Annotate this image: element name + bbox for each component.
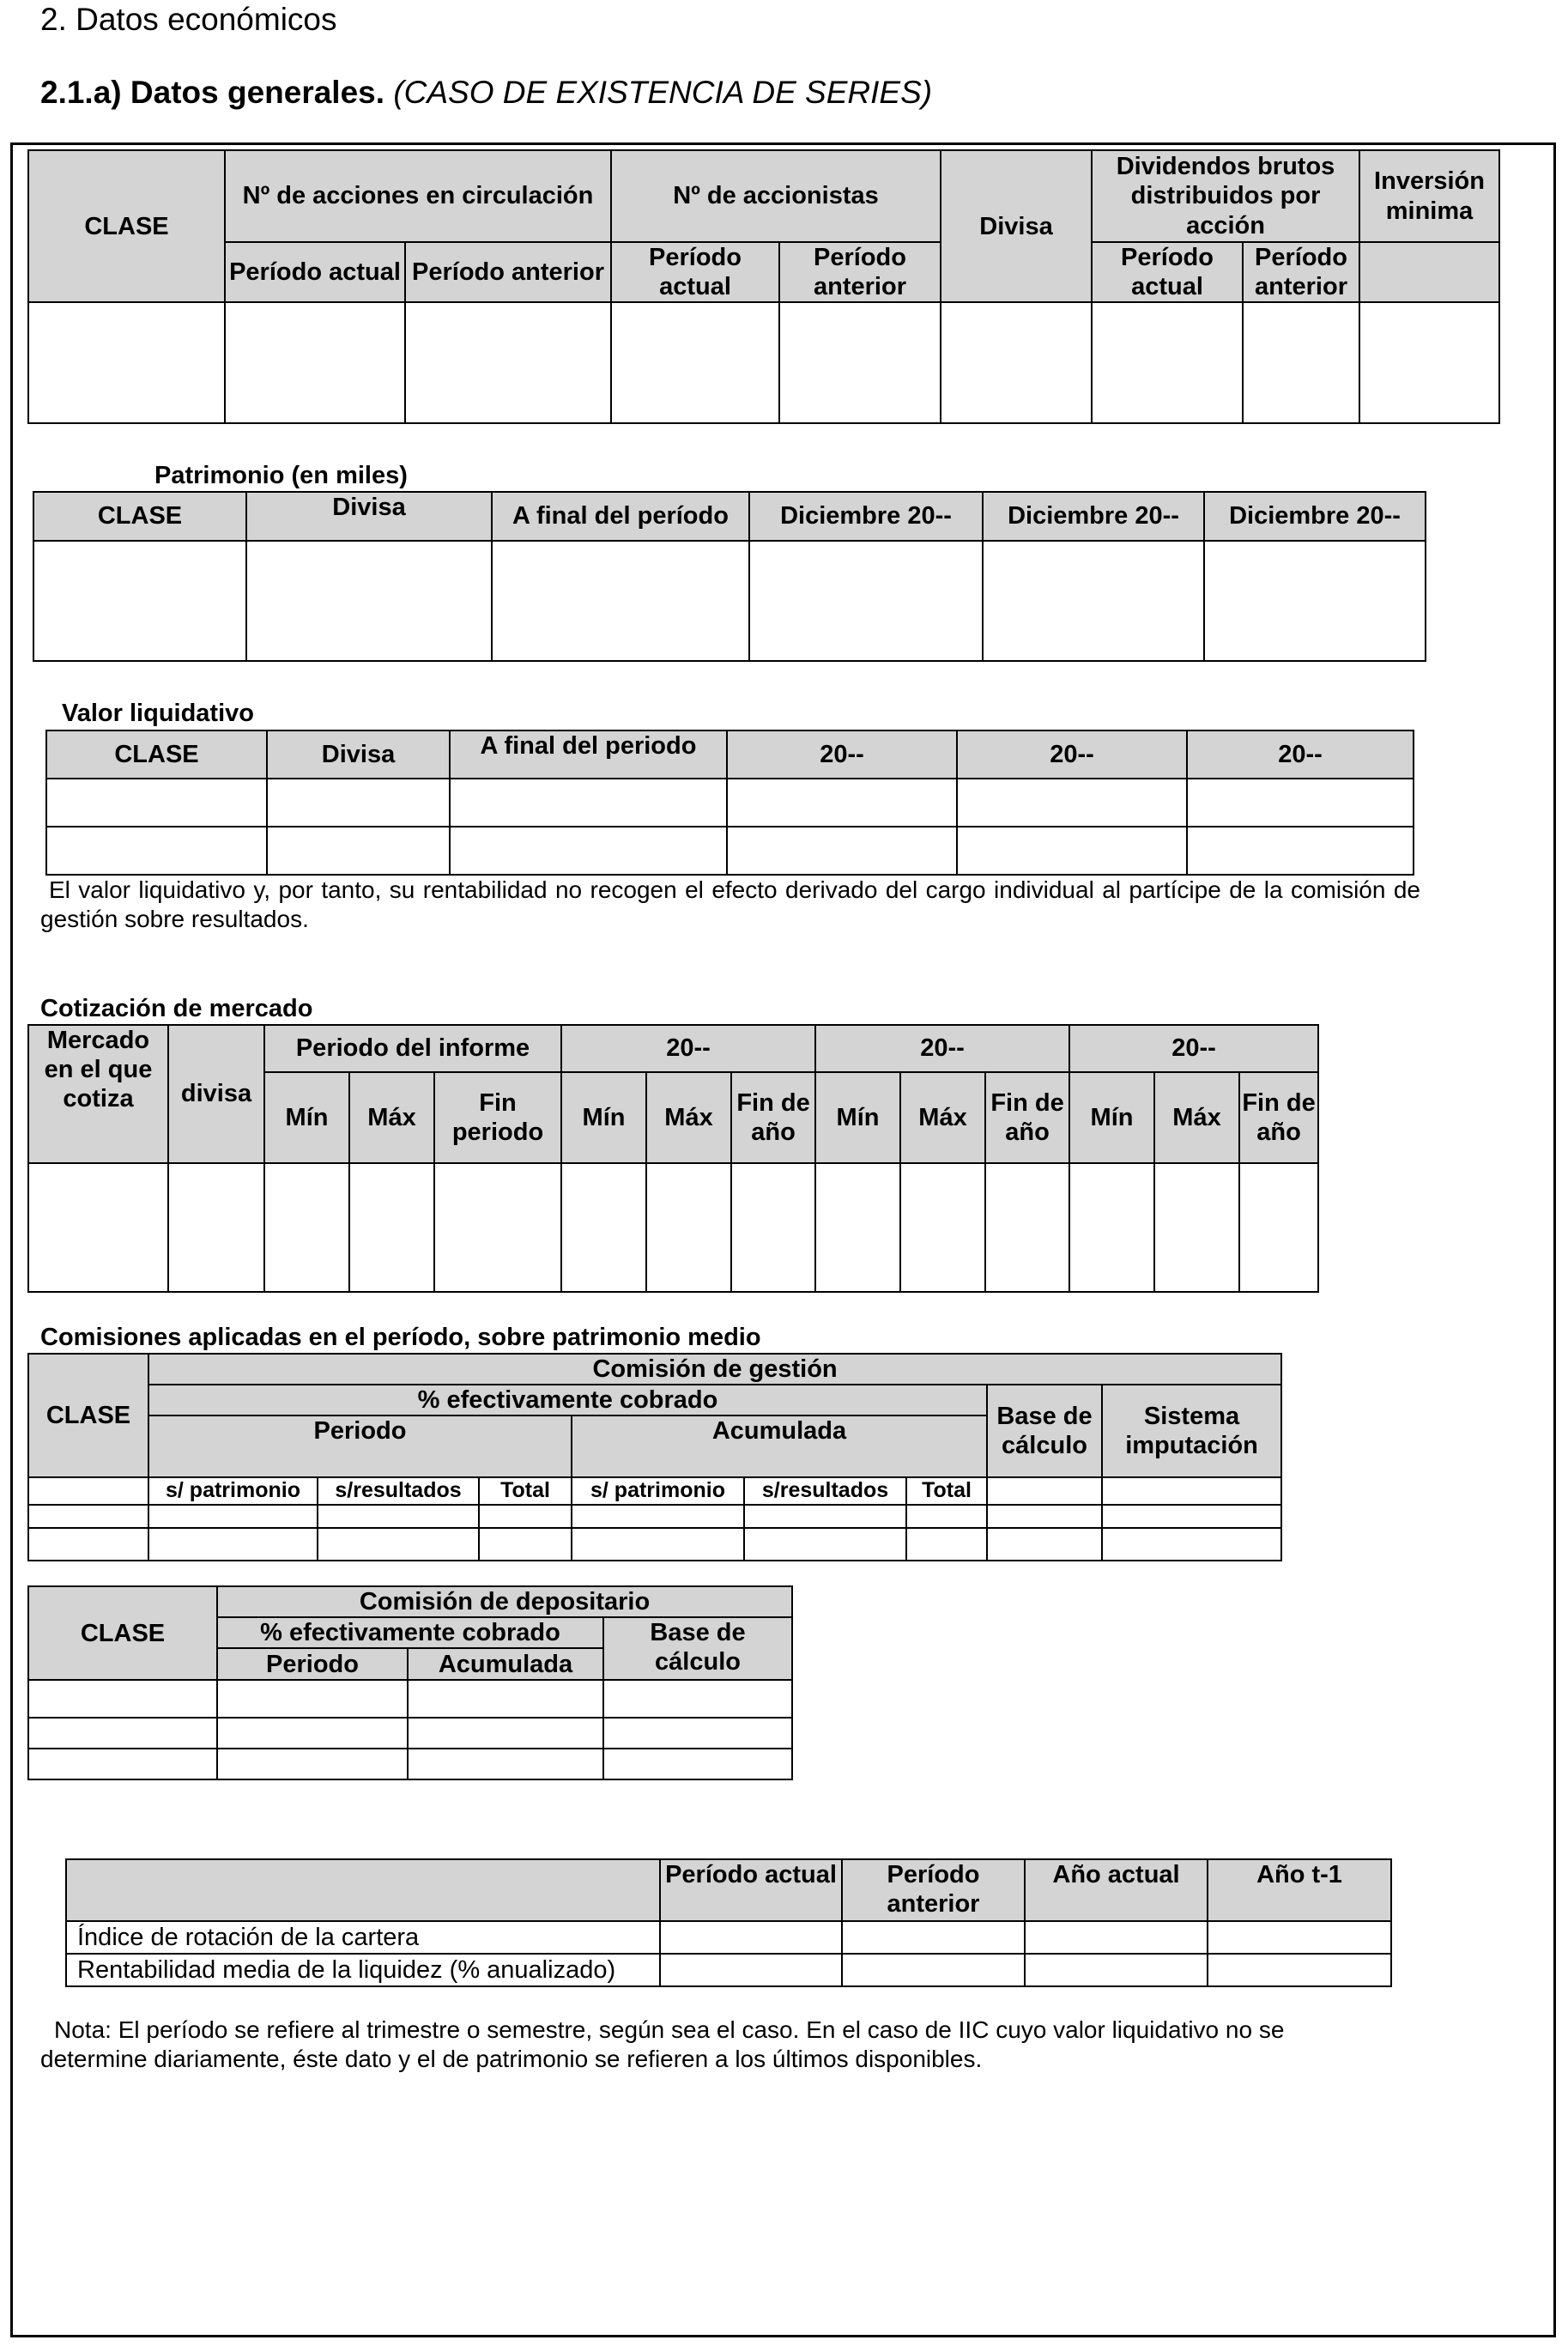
th-empty (66, 1859, 660, 1921)
th-clase: CLASE (28, 1586, 217, 1680)
table-row (28, 1528, 1281, 1561)
indices-table (65, 1858, 1392, 1987)
th-acumulada: Acumulada (572, 1415, 987, 1477)
table-row (66, 1921, 1391, 1954)
table-row (28, 1505, 1281, 1528)
valor-title: Valor liquidativo (62, 700, 254, 727)
th-year: 20-- (561, 1025, 815, 1072)
th-min: Mín (561, 1072, 646, 1163)
th-periodo-informe: Periodo del informe (264, 1025, 561, 1072)
th-base-calculo: Base de cálculo (603, 1617, 792, 1680)
comisiones-table (27, 1353, 1282, 1561)
th-periodo-actual: Período actual (611, 242, 779, 302)
section-title: 2. Datos económicos (40, 2, 337, 37)
th-fin-ano: Fin de año (731, 1072, 815, 1163)
th-sistema-imputacion: Sistema imputación (1102, 1385, 1281, 1477)
table-row (28, 1749, 792, 1779)
table-row (28, 1680, 792, 1718)
subsection-title-italic: (CASO DE EXISTENCIA DE SERIES) (393, 75, 933, 110)
th-year: 20-- (727, 730, 957, 779)
table-row (28, 1163, 1318, 1292)
table-row (28, 302, 1499, 423)
th-inversion: Inversión minima (1359, 150, 1499, 242)
patrimonio-table (33, 491, 1426, 662)
th-diciembre: Diciembre 20-- (1204, 492, 1426, 541)
th-max: Máx (1154, 1072, 1239, 1163)
th-comision-depositario: Comisión de depositario (217, 1586, 792, 1617)
th-diciembre: Diciembre 20-- (983, 492, 1204, 541)
th-clase: CLASE (28, 1354, 148, 1477)
subsection-title-bold: 2.1.a) Datos generales. (40, 75, 385, 110)
th-s-resultados: s/resultados (318, 1477, 479, 1505)
th-max: Máx (349, 1072, 434, 1163)
th-acumulada: Acumulada (408, 1648, 603, 1680)
cotizacion-title: Cotización de mercado (40, 995, 313, 1022)
th-mercado: Mercado en el que cotiza (28, 1025, 168, 1163)
th-divisa: Divisa (267, 730, 450, 779)
valor-table (45, 730, 1414, 876)
table-row (46, 779, 1414, 827)
th-periodo-actual: Período actual (1092, 242, 1243, 302)
th-efectivamente-cobrado: % efectivamente cobrado (217, 1617, 603, 1648)
th-ano-t1: Año t-1 (1208, 1859, 1391, 1921)
th-total: Total (479, 1477, 572, 1505)
th-empty (1359, 242, 1499, 302)
th-year: 20-- (1187, 730, 1414, 779)
th-final-periodo: A final del período (492, 492, 749, 541)
nota-text: Nota: El período se refiere al trimestre o semestre, según sea el caso. En el caso de IIC cuyo valor liquidativo no se determine diariamente, éste dato y el de patrimonio se refieren a los últimos disponibles. (40, 2016, 1285, 2073)
th-periodo: Periodo (148, 1415, 572, 1477)
th-periodo-anterior: Período anterior (1243, 242, 1359, 302)
th-efectivamente-cobrado: % efectivamente cobrado (148, 1385, 987, 1415)
th-clase: CLASE (46, 730, 267, 779)
th-year: 20-- (1069, 1025, 1318, 1072)
valor-note: El valor liquidativo y, por tanto, su rentabilidad no recogen el efecto derivado del cargo individual al partícipe de la comisión de gestión sobre resultados. (40, 876, 1420, 933)
th-fin-ano: Fin de año (1239, 1072, 1318, 1163)
th-comision-gestion: Comisión de gestión (148, 1354, 1281, 1385)
th-periodo-anterior: Período anterior (842, 1859, 1025, 1921)
th-acciones: Nº de acciones en circulación (225, 150, 611, 242)
th-diciembre: Diciembre 20-- (749, 492, 983, 541)
th-total: Total (906, 1477, 987, 1505)
th-periodo: Periodo (217, 1648, 408, 1680)
th-fin-ano: Fin de año (985, 1072, 1069, 1163)
patrimonio-title: Patrimonio (en miles) (154, 462, 408, 489)
th-final-periodo: A final del periodo (450, 730, 727, 779)
table-row (46, 827, 1414, 875)
th-ano-actual: Año actual (1025, 1859, 1208, 1921)
th-clase: CLASE (33, 492, 246, 541)
depositario-table (27, 1585, 793, 1780)
row-label-rentabilidad: Rentabilidad media de la liquidez (% anualizado) (66, 1954, 660, 1986)
cotizacion-table (27, 1024, 1319, 1293)
th-dividendos: Dividendos brutos distribuidos por acción (1092, 150, 1359, 242)
th-min: Mín (1069, 1072, 1154, 1163)
th-divisa: Divisa (941, 150, 1092, 302)
th-fin-periodo: Fin periodo (434, 1072, 561, 1163)
th-max: Máx (900, 1072, 985, 1163)
th-year: 20-- (815, 1025, 1069, 1072)
th-divisa: divisa (168, 1025, 264, 1163)
th-periodo-actual: Período actual (225, 242, 405, 302)
th-periodo-anterior: Período anterior (405, 242, 611, 302)
th-s-patrimonio: s/ patrimonio (148, 1477, 318, 1505)
th-min: Mín (264, 1072, 349, 1163)
table-row (66, 1954, 1391, 1986)
row-label-rotacion: Índice de rotación de la cartera (66, 1921, 660, 1954)
th-periodo-anterior: Período anterior (779, 242, 941, 302)
th-divisa: Divisa (246, 492, 492, 541)
th-accionistas: Nº de accionistas (611, 150, 941, 242)
th-year: 20-- (957, 730, 1187, 779)
th-s-resultados: s/resultados (744, 1477, 906, 1505)
th-max: Máx (646, 1072, 731, 1163)
comisiones-title: Comisiones aplicadas en el período, sobre patrimonio medio (40, 1324, 761, 1351)
th-base-calculo: Base de cálculo (987, 1385, 1102, 1477)
th-clase: CLASE (28, 150, 225, 302)
table-row (28, 1718, 792, 1749)
table-row (33, 541, 1426, 661)
th-s-patrimonio: s/ patrimonio (572, 1477, 744, 1505)
th-periodo-actual: Período actual (660, 1859, 842, 1921)
th-min: Mín (815, 1072, 900, 1163)
general-data-table (27, 149, 1500, 424)
subsection-title (40, 75, 932, 111)
